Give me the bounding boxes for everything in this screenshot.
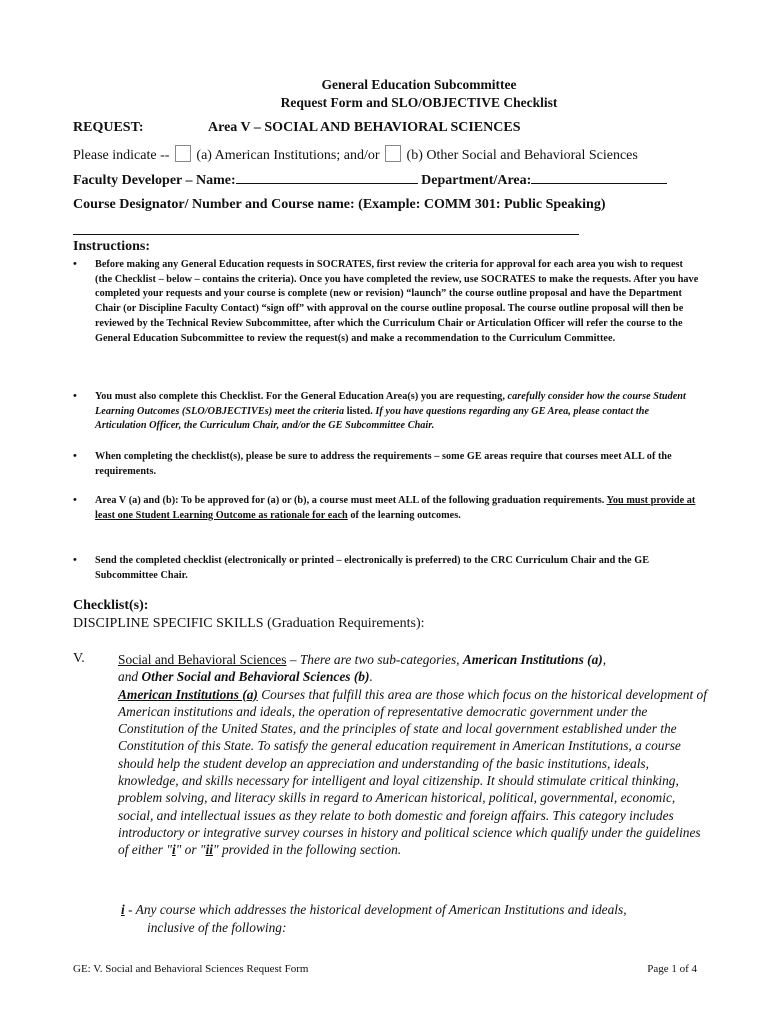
bullet-2-text-b: carefully consider how the course Student Learning Outcomes (SLO/OBJECTIVEs) meet the criteria [95,391,686,417]
bullet-4-underlined: You must provide at least one Student Learning Outcome as rationale for each [95,495,696,521]
sub-i-text-2: inclusive of the following: [147,920,287,935]
marker-i: i [171,842,176,858]
section-tail: " provided in the following section. [213,842,402,858]
indicate-line [73,145,638,164]
bullet-marker: • [73,390,77,402]
bullet-marker: • [73,554,77,566]
section-body-text: Courses that fulfill this area are those which focus on the historical development of American institutions and ideals, the operation of representative democratic government under the Constitution of the United States, and the principles of state and local government established under the Constitution of this State. To satisfy the general education requirement in American Institutions, a course should help the student develop an appreciation and understanding of the basic institutions, ideals, knowledge, and skills necessary for intelligent and loyal citizenship. It should stimulate critical thinking, problem solving, and literacy skills in regard to American historical, political, governmental, economic, social, and intellectual issues as they relate to both domestic and foreign affairs. This category includes introductory or integrative survey courses in history and political science which qualify under the guidelines of either " [118,686,707,858]
instruction-bullet-1: Before making any General Education requests in SOCRATES, first review the criteria for approval for each area you wish to request (the Checklist – below – contains the criteria). Once you have completed the review, use SOCRATES to make the requests. After you have completed your requests and your course is complete (new or revision) “launch” the course outline proposal and have the Department Chair (or Discipline Faculty Contact) “sign off” with approval on the course outline proposal. The course outline proposal will then be reviewed by the Technical Review Subcommittee, after which the Curriculum Chair or Articulation Officer will refer the course to the General Education Subcommittee to review the request(s) and make a recommendation to the Curriculum Committee. [95,259,699,344]
designator-field-line[interactable] [73,234,579,235]
indicate-prefix: Please indicate -- [73,148,170,163]
section-numeral: V. [73,651,85,666]
title-line-2: Request Form and SLO/OBJECTIVE Checklist [280,95,558,110]
bullet-marker: • [73,494,77,506]
section-or: " or " [175,842,206,858]
faculty-line [73,171,667,189]
section-v-body [118,651,708,859]
instruction-bullet-4 [95,494,700,523]
sub-i-marker: i [121,902,125,917]
bullet-2-text-a: You must also complete this Checklist. For the General Education Area(s) you are requesting, [95,391,505,402]
sub-i-text-1: - Any course which addresses the historical development of American Institutions and ideals, [124,902,627,917]
title-line-1: General Education Subcommittee [321,77,517,92]
checklist-heading: Checklist(s): [73,598,149,613]
category-a: American Institutions (a) [462,652,603,667]
sub-section-i [121,901,701,937]
designator-label: Course Designator/ Number and Course name: (Example: COMM 301: Public Speaking) [73,197,606,212]
section-and: and [118,669,142,685]
department-field[interactable] [531,171,667,184]
instruction-bullet-3: When completing the checklist(s), please be sure to address the requirements – some GE areas require that courses meet ALL of the requirements. [95,451,672,477]
checkbox-other-social-sciences[interactable] [385,145,401,162]
category-b: Other Social and Behavioral Sciences (b) [141,669,370,685]
bullet-4-text-a: Area V (a) and (b): To be approved for (a) or (b), a course must meet ALL of the following graduation requirements. [95,495,605,506]
bullet-2-text-d: If you have questions regarding any GE Area, please contact the Articulation Officer, the Curriculum Chair, and/or the GE Subcommittee Chair. [95,405,650,432]
option-b-label: (b) Other Social and Behavioral Sciences [406,148,638,163]
bullet-2-text-c: listed. [346,405,373,417]
section-comma: , [602,652,607,667]
request-label: REQUEST: [73,120,144,135]
instruction-bullet-5: Send the completed checklist (electronically or printed – electronically is preferred) to the CRC Curriculum Chair and the GE Subcommittee Chair. [95,555,650,581]
bullet-marker: • [73,258,77,270]
section-intro: – There are two sub-categories, [286,652,463,667]
bullet-marker: • [73,450,77,462]
footer-page-number: Page 1 of 4 [647,963,697,975]
marker-ii: ii [205,842,214,858]
sub-a-title: American Institutions (a) [118,686,258,702]
request-area: Area V – SOCIAL AND BEHAVIORAL SCIENCES [208,120,521,135]
checkbox-american-institutions[interactable] [175,145,191,162]
section-period: . [369,669,373,685]
instruction-bullet-2 [95,390,700,434]
faculty-label: Faculty Developer – Name: [73,173,236,188]
footer-form-name: GE: V. Social and Behavioral Sciences Request Form [73,963,309,975]
section-heading: Social and Behavioral Sciences [118,652,287,667]
option-a-label: (a) American Institutions; and/or [196,148,380,163]
faculty-name-field[interactable] [236,171,418,184]
instructions-heading: Instructions: [73,239,151,254]
discipline-line: DISCIPLINE SPECIFIC SKILLS (Graduation Requirements): [73,616,425,631]
bullet-4-text-c: of the learning outcomes. [350,509,461,521]
department-label: Department/Area: [421,173,532,188]
